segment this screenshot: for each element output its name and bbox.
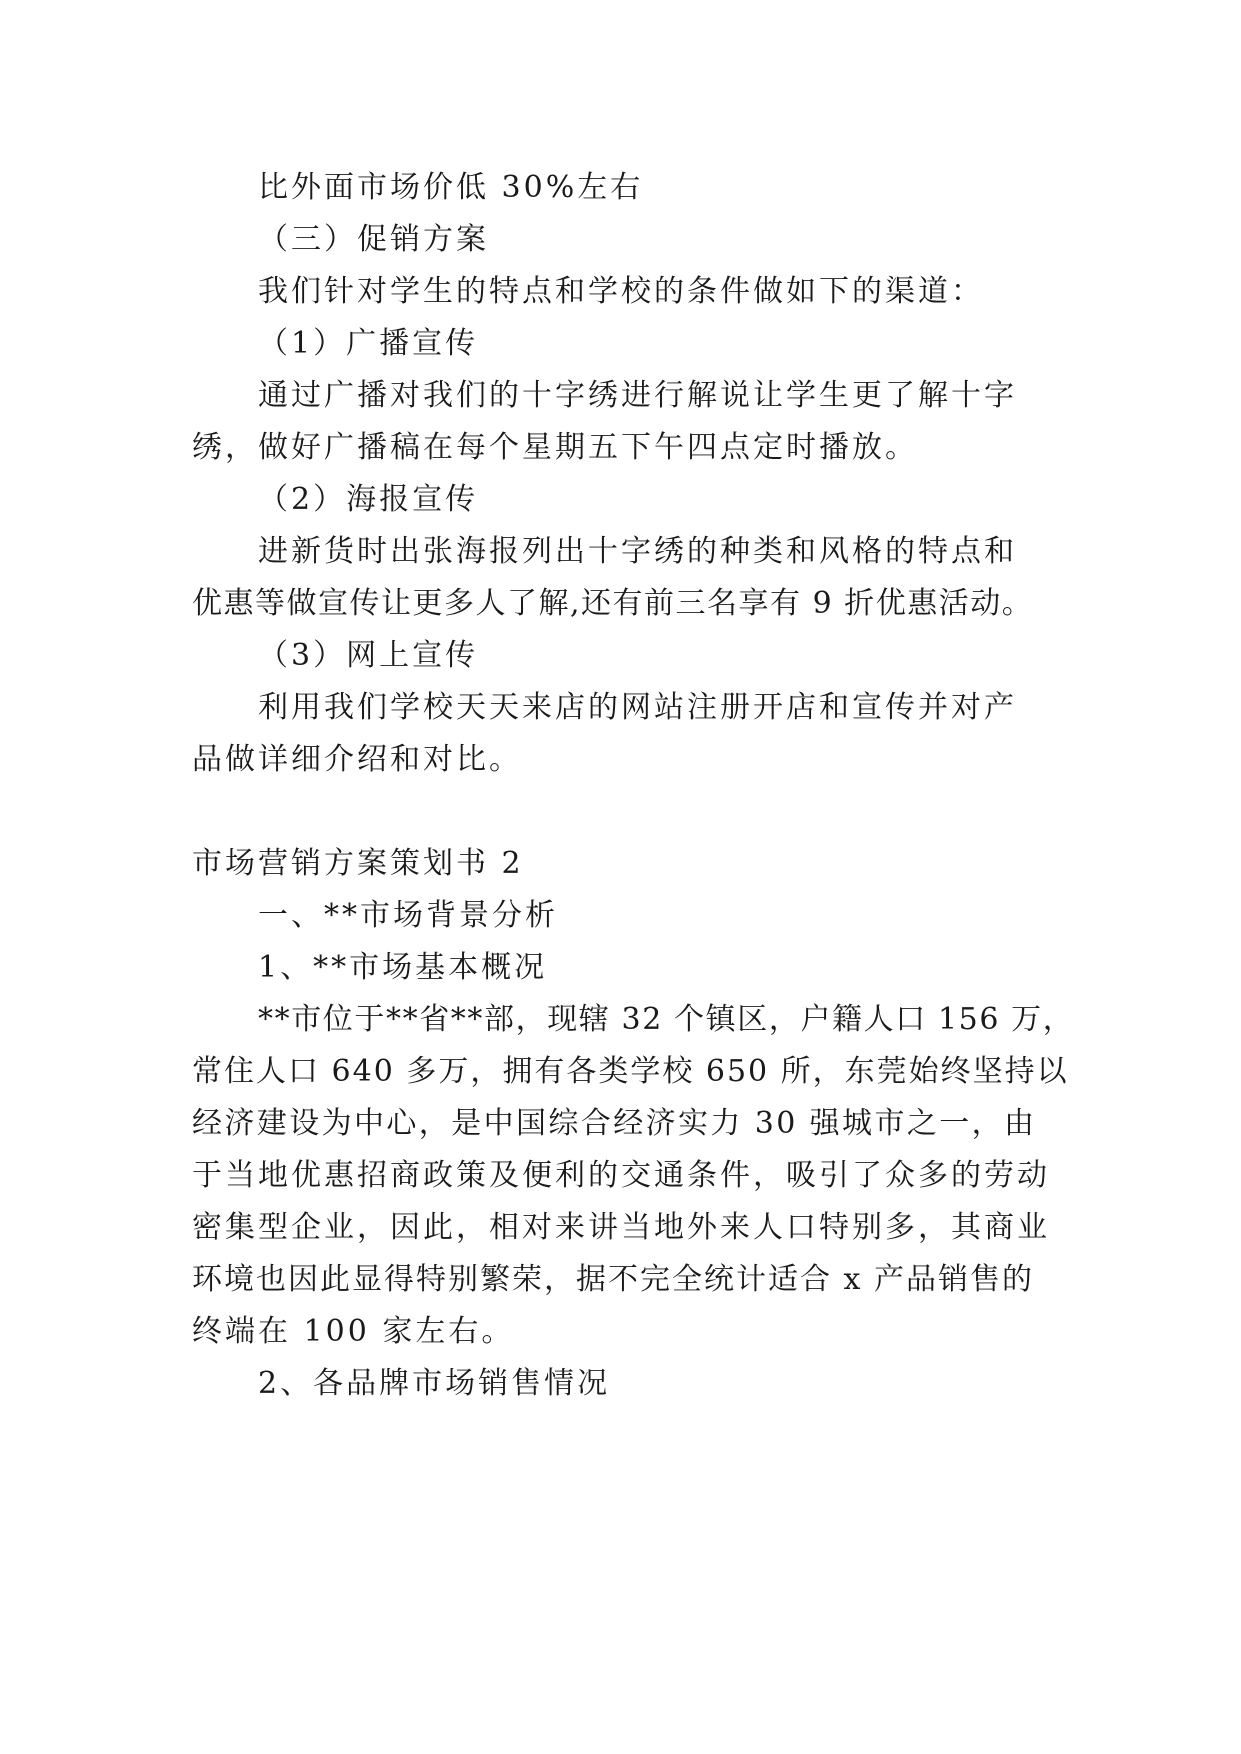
subsection-heading: 2、各品牌市场销售情况 bbox=[258, 1366, 611, 1401]
text-line: 常住人口 640 多万，拥有各类学校 650 所，东莞始终坚持以 bbox=[192, 1054, 1069, 1089]
text-line: 密集型企业，因此，相对来讲当地外来人口特别多，其商业 bbox=[192, 1210, 1050, 1245]
text-line: 经济建设为中心，是中国综合经济实力 30 强城市之一，由 bbox=[192, 1106, 1037, 1141]
text-line: 优惠等做宣传让更多人了解,还有前三名享有 9 折优惠活动。 bbox=[192, 586, 1034, 621]
text-line: 比外面市场价低 30%左右 bbox=[258, 170, 644, 205]
text-line: 于当地优惠招商政策及便利的交通条件，吸引了众多的劳动 bbox=[192, 1158, 1050, 1193]
document-title: 市场营销方案策划书 2 bbox=[192, 846, 524, 881]
subsection-heading: （1）广播宣传 bbox=[258, 326, 479, 361]
text-line: 通过广播对我们的十字绣进行解说让学生更了解十字 bbox=[258, 378, 1017, 413]
subsection-heading: （3）网上宣传 bbox=[258, 638, 479, 673]
section-heading: （三）促销方案 bbox=[258, 222, 489, 257]
text-line: 终端在 100 家左右。 bbox=[192, 1314, 515, 1349]
subsection-heading: （2）海报宣传 bbox=[258, 482, 479, 517]
section-heading: 一、**市场背景分析 bbox=[258, 898, 558, 933]
text-line: 绣，做好广播稿在每个星期五下午四点定时播放。 bbox=[192, 430, 918, 465]
text-line: 我们针对学生的特点和学校的条件做如下的渠道： bbox=[258, 274, 984, 309]
subsection-heading: 1、**市场基本概况 bbox=[258, 950, 548, 985]
text-line: 利用我们学校天天来店的网站注册开店和宣传并对产 bbox=[258, 690, 1017, 725]
text-line: 环境也因此显得特别繁荣，据不完全统计适合 x 产品销售的 bbox=[192, 1262, 1034, 1297]
text-line: 进新货时出张海报列出十字绣的种类和风格的特点和 bbox=[258, 534, 1017, 569]
text-line: 品做详细介绍和对比。 bbox=[192, 742, 522, 777]
text-line: **市位于**省**部，现辖 32 个镇区，户籍人口 156 万， bbox=[258, 1002, 1075, 1037]
